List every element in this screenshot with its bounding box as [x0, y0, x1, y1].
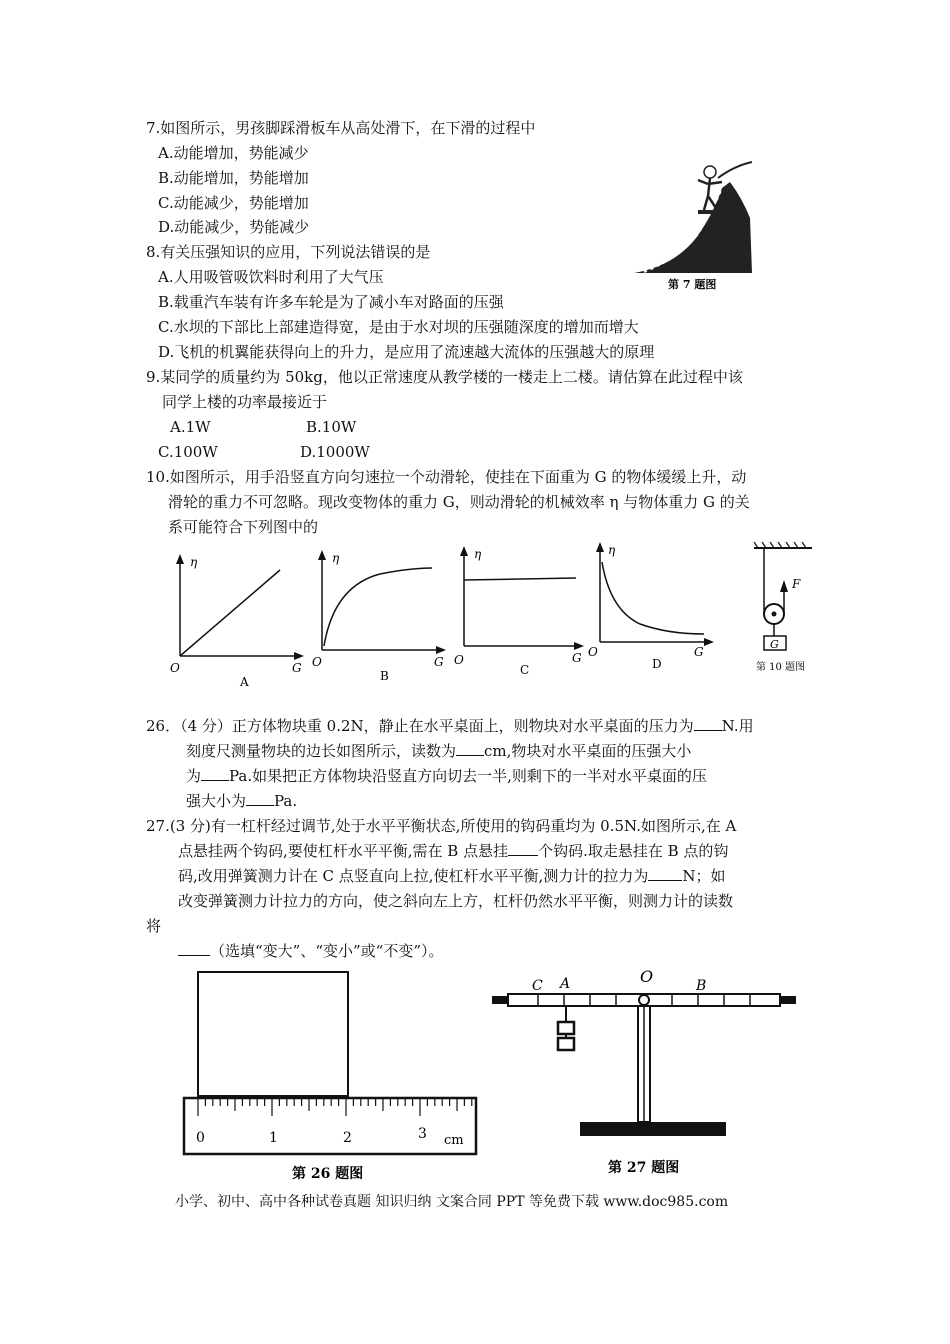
- q9-option-a: A.1W: [170, 418, 211, 436]
- q10-graph-c-origin: O: [454, 653, 464, 667]
- q26-blank-3[interactable]: [201, 766, 229, 781]
- q7-option-c: C.动能减少，势能增加: [158, 194, 309, 212]
- q26-figure: [180, 970, 480, 1184]
- q7-figure: [634, 158, 756, 292]
- q10-graph-b: [310, 546, 450, 686]
- q27-blank-2[interactable]: [648, 866, 682, 881]
- q7-option-d: D.动能减少，势能减少: [158, 218, 310, 236]
- q8-stem: 8.有关压强知识的应用，下列说法错误的是: [146, 243, 431, 261]
- q8-option-b: B.载重汽车装有许多车轮是为了减小车对路面的压强: [158, 293, 504, 311]
- q10-line2: 滑轮的重力不可忽略。现改变物体的重力 G，则动滑轮的机械效率 η 与物体重力 G 的关: [168, 493, 750, 511]
- q10-graph-b-label: B: [380, 669, 389, 683]
- q10-graph-d-origin: O: [588, 645, 598, 659]
- ruler-tick-2: 2: [343, 1130, 352, 1146]
- q26-line1: 26．（4 分）正方体物块重 0.2N，静止在水平桌面上，则物块对水平桌面的压力为 N.用: [146, 717, 754, 735]
- q10-graph-d-g: G: [694, 645, 704, 659]
- ruler-tick-1: 1: [269, 1130, 278, 1146]
- q26-line2: 刻度尺测量物块的边长如图所示，读数为 cm,物块对水平桌面的压强大小: [186, 742, 692, 760]
- q10-graph-c-label: C: [520, 663, 530, 677]
- cube-block: [198, 972, 348, 1096]
- ruler-tick-0: 0: [196, 1130, 205, 1146]
- q9-stem-line2: 同学上楼的功率最接近于: [162, 393, 328, 411]
- page-footer: 小学、初中、高中各种试卷真题 知识归纳 文案合同 PPT 等免费下载 www.doc985.com: [175, 1194, 729, 1210]
- q8-option-d: D.飞机的机翼能获得向上的升力，是应用了流速越大流体的压强越大的原理: [158, 343, 655, 361]
- q7-option-a: A.动能增加，势能减少: [158, 144, 309, 162]
- q26-figure-caption: 第 26 题图: [292, 1166, 364, 1182]
- ruler: [184, 1098, 476, 1154]
- q10-graph-d-eta: η: [608, 543, 616, 557]
- q7-figure-caption: 第 7 题图: [668, 278, 717, 291]
- q26-blank-2[interactable]: [456, 741, 484, 756]
- lever-label-a: A: [560, 976, 571, 992]
- q10-line3: 系可能符合下列图中的: [168, 518, 319, 536]
- q10-graph-a-origin: O: [170, 661, 180, 675]
- q10-pulley-figure: [742, 540, 822, 676]
- q10-graph-b-g: G: [434, 655, 444, 669]
- force-arrow-icon: [780, 580, 788, 592]
- q10-graph-b-origin: O: [312, 655, 322, 669]
- q7-stem: 7.如图所示，男孩脚踩滑板车从高处滑下，在下滑的过程中: [146, 119, 536, 137]
- q10-pulley-weight: G: [770, 638, 779, 651]
- q27-line4: 改变弹簧测力计拉力的方向，使之斜向左上方，杠杆仍然水平平衡，则测力计的读数: [178, 892, 734, 910]
- q10-graph-d-label: D: [652, 657, 662, 671]
- q10-graph-c: [452, 542, 592, 682]
- q10-graph-a-label: A: [240, 675, 249, 689]
- q27-figure: [486, 962, 806, 1184]
- q7-option-b: B.动能增加，势能增加: [158, 169, 309, 187]
- q27-line1: 27.(3 分)有一杠杆经过调节,处于水平平衡状态,所使用的钩码重均为 0.5N.如图所示,在 A: [146, 817, 737, 835]
- q9-stem-line1: 9.某同学的质量约为 50kg，他以正常速度从教学楼的一楼走上二楼。请估算在此过程中该: [146, 368, 743, 386]
- q26-line4: 强大小为 Pa.: [186, 792, 298, 810]
- q27-blank-3[interactable]: [178, 941, 210, 956]
- lever-base: [580, 1122, 726, 1136]
- q26-blank-4[interactable]: [246, 791, 274, 806]
- lever-label-o: O: [640, 967, 654, 986]
- q9-option-d: D.1000W: [300, 443, 370, 461]
- q27-line2: 点悬挂两个钩码,要使杠杆水平平衡,需在 B 点悬挂 个钩码.取走悬挂在 B 点的钩: [178, 842, 729, 860]
- q10-graph-b-eta: η: [332, 551, 340, 565]
- q10-line1: 10.如图所示，用手沿竖直方向匀速拉一个动滑轮，使挂在下面重为 G 的物体缓缓上升，动: [146, 468, 747, 486]
- ruler-unit: cm: [444, 1133, 464, 1148]
- lever-label-b: B: [696, 978, 707, 994]
- q10-graph-a-g: G: [292, 661, 302, 675]
- ruler-tick-3: 3: [418, 1126, 427, 1142]
- hook-weight-1: [558, 1022, 574, 1034]
- hook-weight-2: [558, 1038, 574, 1050]
- q8-option-a: A.人用吸管吸饮料时利用了大气压: [158, 268, 384, 286]
- q27-line3: 码,改用弹簧测力计在 C 点竖直向上拉,使杠杆水平平衡,测力计的拉力为 N；如: [178, 867, 726, 885]
- q26-line3: 为 Pa.如果把正方体物块沿竖直方向切去一半,则剩下的一半对水平桌面的压: [186, 767, 707, 785]
- q10-graph-a-eta: η: [190, 555, 198, 569]
- q27-blank-1[interactable]: [508, 841, 538, 856]
- q10-graph-c-eta: η: [474, 547, 482, 561]
- q10-graph-a: [168, 548, 308, 688]
- boy-head: [704, 166, 716, 178]
- q26-blank-1[interactable]: [694, 716, 722, 731]
- q27-line5: 将: [146, 917, 162, 935]
- q10-graph-d: [588, 538, 728, 678]
- lever-label-c: C: [532, 978, 543, 994]
- q10-pulley-force: F: [792, 577, 801, 591]
- q10-graph-c-g: G: [572, 651, 582, 665]
- q27-figure-caption: 第 27 题图: [608, 1160, 680, 1176]
- q9-option-b: B.10W: [306, 418, 357, 436]
- q9-option-c: C.100W: [158, 443, 218, 461]
- q10-pulley-caption: 第 10 题图: [756, 662, 806, 673]
- q8-option-c: C.水坝的下部比上部建造得宽，是由于水对坝的压强随深度的增加而增大: [158, 318, 639, 336]
- q27-line6: （选填“变大”、“变小”或“不变”）。: [178, 941, 444, 961]
